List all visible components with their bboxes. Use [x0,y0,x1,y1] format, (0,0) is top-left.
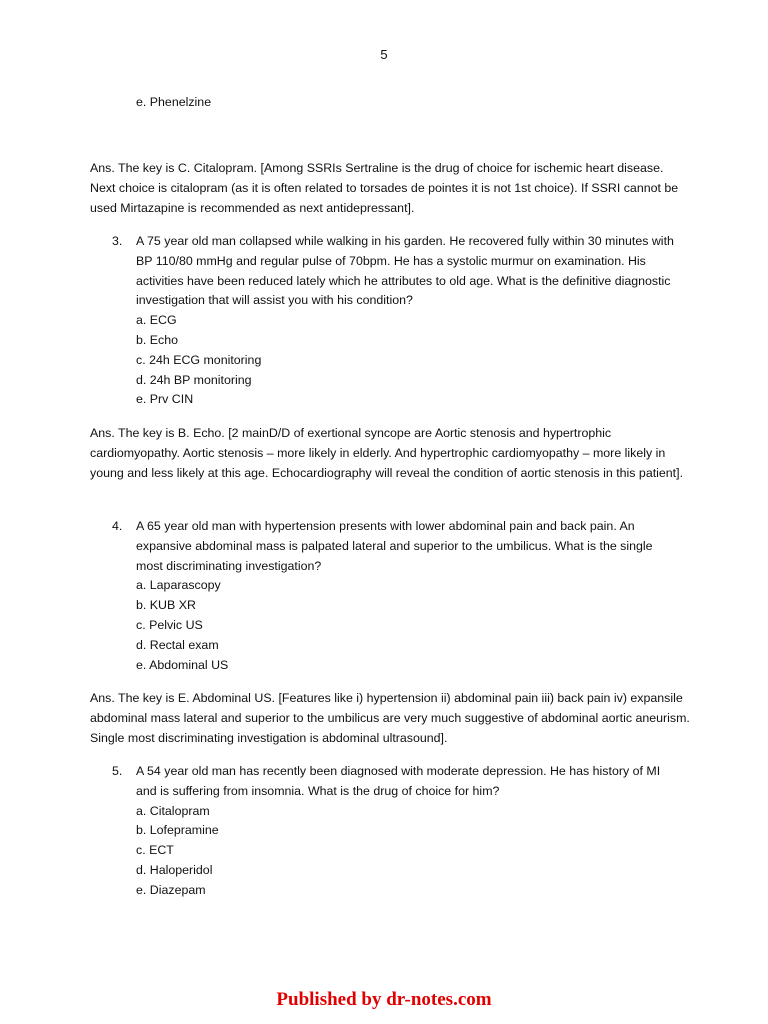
publisher-footer: Published by dr-notes.com [276,989,492,1010]
option-d: d. Rectal exam [136,637,219,652]
question-text: A 75 year old man collapsed while walking in his garden. He recovered fully within 30 minutes with BP 110/80 mmHg and regular pulse of 70bpm. He has a systolic murmur on examination. His activities have been reduced lately which he attributes to old age. What is the definitive diagnostic investigation that will assist you with his condition? [136,234,674,308]
previous-question-option-e: e. Phenelzine [136,95,212,109]
option-c: c. Pelvic US [136,617,203,632]
option-c: c. 24h ECG monitoring [136,352,262,367]
option-a: a. Citalopram [136,803,210,818]
option-e: e. Diazepam [136,882,206,897]
question-4 [112,517,682,675]
option-d: d. 24h BP monitoring [136,372,252,387]
question-text: A 65 year old man with hypertension presents with lower abdominal pain and back pain. An expansive abdominal mass is palpated lateral and superior to the umbilicus. What is the single most discriminating investigation? [136,519,653,573]
option-c: c. ECT [136,843,174,858]
question-number: 3. [112,234,123,248]
option-b: b. Lofepramine [136,823,219,838]
option-b: b. Echo [136,332,179,347]
question-number: 5. [112,764,123,778]
option-e: e. Prv CIN [136,392,194,407]
option-d: d. Haloperidol [136,862,213,877]
question-5 [112,762,682,901]
option-e: e. Abdominal US [136,657,229,672]
question-3 [112,232,682,410]
option-a: a. ECG [136,313,177,328]
answer-block-2: Ans. The key is C. Citalopram. [Among SSRIs Sertraline is the drug of choice for ischemic heart disease. Next choice is citalopram (as it is often related to torsades de pointes it is not 1st choice). If SSRI cannot be used Mirtazapine is recommended as next antidepressant]. [90,161,679,215]
answer-block-4: Ans. The key is E. Abdominal US. [Features like i) hypertension ii) abdominal pain iii) back pain iv) expansile abdominal mass lateral and superior to the umbilicus are very much suggestive of abdominal aortic aneurism. Single most discriminating investigation is abdominal ultrasound]. [90,691,690,745]
question-number: 4. [112,519,123,533]
answer-block-3: Ans. The key is B. Echo. [2 mainD/D of exertional syncope are Aortic stenosis and hypertrophic cardiomyopathy. Aortic stenosis – more likely in elderly. And hypertrophic cardiomyopathy – more likely in young and less likely at this age. Echocardiography will reveal the condition of aortic stenosis in this patient]. [90,426,684,480]
option-b: b. KUB XR [136,598,196,613]
page-number: 5 [380,47,388,62]
option-a: a. Laparascopy [136,578,221,593]
question-text: A 54 year old man has recently been diagnosed with moderate depression. He has history of MI and is suffering from insomnia. What is the drug of choice for him? [136,764,661,798]
